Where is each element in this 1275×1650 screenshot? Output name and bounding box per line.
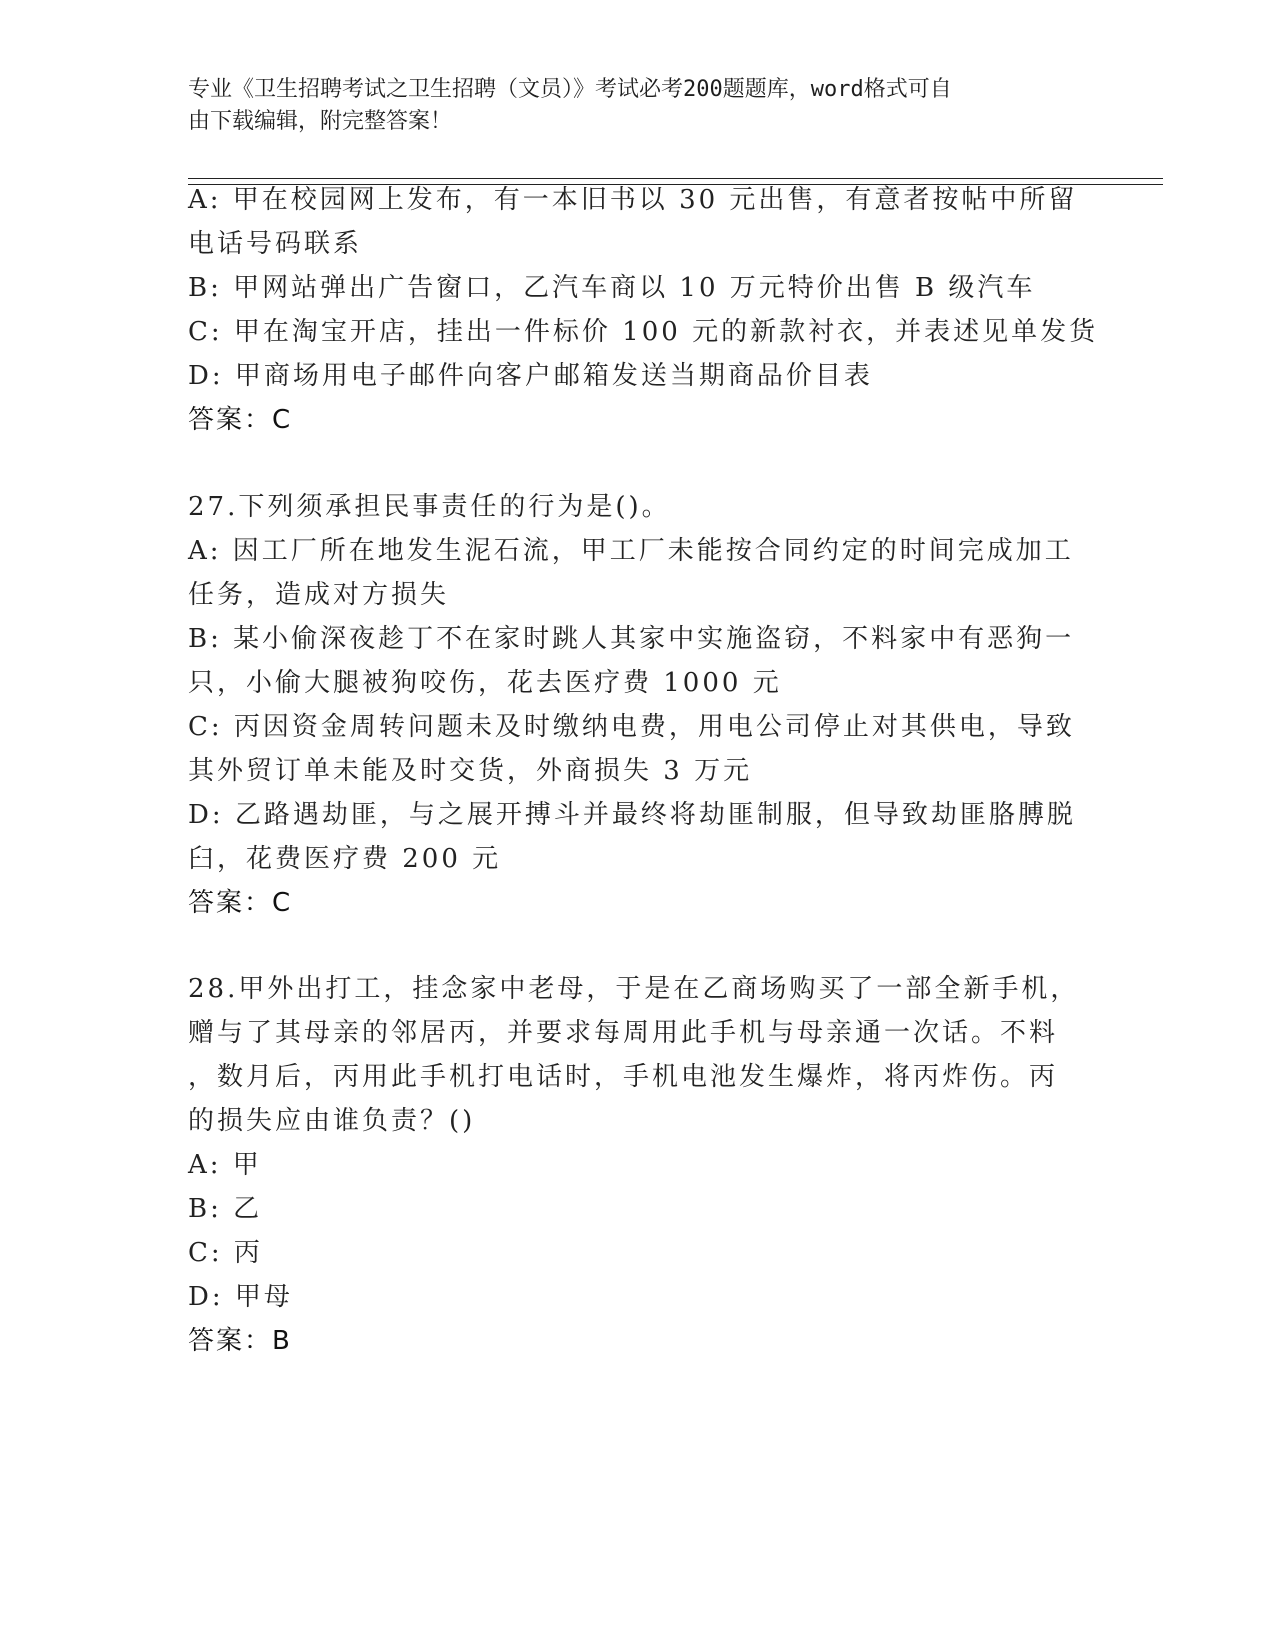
q26-option-a-line-1: A: 甲在校园网上发布，有一本旧书以 30 元出售，有意者按帖中所留 (188, 185, 1078, 215)
header-line-2: 由下载编辑，附完整答案！ (188, 109, 453, 134)
q26-option-c: C: 甲在淘宝开店，挂出一件标价 100 元的新款衬衣，并表述见单发货 (188, 317, 1099, 347)
q27-option-b-line-1: B: 某小偷深夜趁丁不在家时跳人其家中实施盗窃，不料家中有恶狗一 (188, 624, 1075, 654)
q26-answer: 答案：C (188, 405, 293, 435)
q28-option-d: D: 甲母 (188, 1282, 293, 1312)
q28-answer: 答案：B (188, 1326, 292, 1356)
q28-question-line-1: 28.甲外出打工，挂念家中老母，于是在乙商场购买了一部全新手机， (188, 974, 1080, 1004)
q28-question-line-2: 赠与了其母亲的邻居丙，并要求每周用此手机与母亲通一次话。不料 (188, 1018, 1059, 1048)
q28-question-line-4: 的损失应由谁负责？() (188, 1106, 476, 1136)
header-line-1: 专业《卫生招聘考试之卫生招聘（文员）》考试必考200题题库，word格式可自 (188, 77, 952, 102)
header-divider-top (188, 178, 1163, 179)
document-header (188, 74, 1068, 138)
q27-option-a-line-2: 任务，造成对方损失 (188, 580, 450, 610)
q27-answer: 答案：C (188, 888, 293, 918)
q26-option-a-line-2: 电话号码联系 (188, 229, 363, 259)
q27-option-d-line-1: D: 乙路遇劫匪，与之展开搏斗并最终将劫匪制服，但导致劫匪胳膊脱 (188, 800, 1076, 830)
q27-question: 27.下列须承担民事责任的行为是()。 (188, 492, 671, 522)
q26-option-b: B: 甲网站弹出广告窗口，乙汽车商以 10 万元特价出售 B 级汽车 (188, 273, 1036, 303)
q27-option-c-line-1: C: 丙因资金周转问题未及时缴纳电费，用电公司停止对其供电，导致 (188, 712, 1075, 742)
q27-option-d-line-2: 臼，花费医疗费 200 元 (188, 844, 502, 874)
q27-option-a-line-1: A: 因工厂所在地发生泥石流，甲工厂未能按合同约定的时间完成加工 (188, 536, 1074, 566)
q27-option-b-line-2: 只，小偷大腿被狗咬伤，花去医疗费 1000 元 (188, 668, 782, 698)
q26-option-d: D: 甲商场用电子邮件向客户邮箱发送当期商品价目表 (188, 361, 873, 391)
q28-question-line-3: ，数月后，丙用此手机打电话时，手机电池发生爆炸，将丙炸伤。丙 (188, 1062, 1059, 1092)
q28-option-a: A: 甲 (188, 1150, 262, 1180)
q28-option-b: B: 乙 (188, 1194, 263, 1224)
q27-option-c-line-2: 其外贸订单未能及时交货，外商损失 3 万元 (188, 756, 753, 786)
q28-option-c: C: 丙 (188, 1238, 263, 1268)
